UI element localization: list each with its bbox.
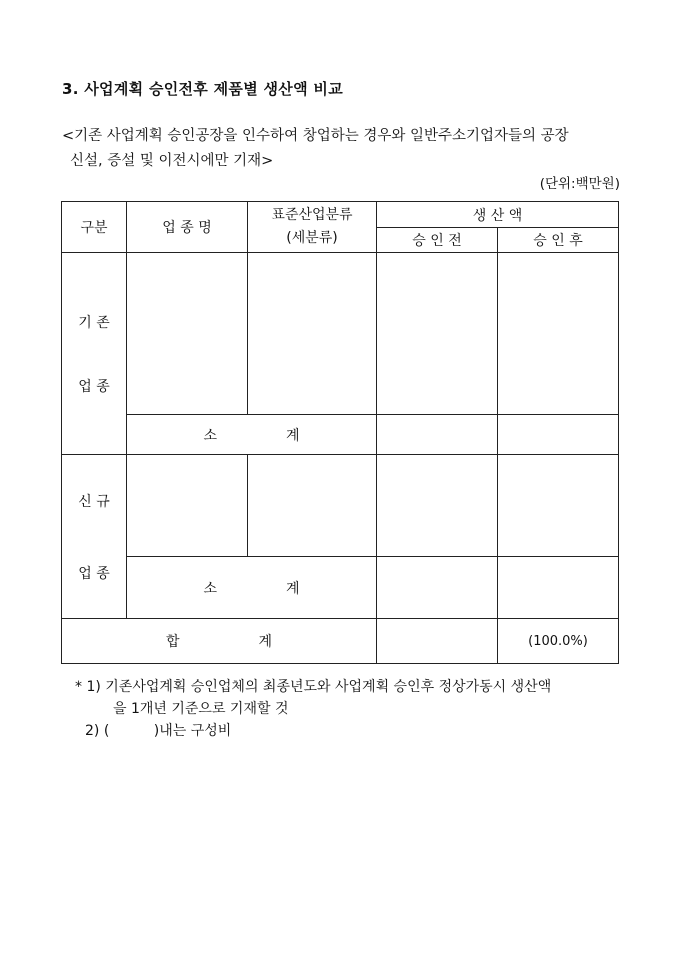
existing-subtotal-label bbox=[127, 415, 377, 455]
existing-subtotal-after bbox=[498, 415, 619, 455]
header-standard-class bbox=[248, 202, 377, 253]
production-comparison-table bbox=[61, 201, 619, 664]
existing-label-bottom: 업 종 bbox=[78, 378, 110, 395]
new-subtotal-label bbox=[127, 557, 377, 619]
total-before-cell bbox=[377, 619, 498, 664]
total-label-b: 계 bbox=[258, 634, 272, 650]
instruction-line-2: 신설, 증설 및 이전시에만 기재> bbox=[70, 153, 274, 169]
existing-after-cell bbox=[498, 253, 619, 415]
new-subtotal-a: 소 bbox=[203, 580, 218, 597]
existing-subtotal-a: 소 bbox=[203, 427, 218, 444]
total-after-cell: (100.0%) bbox=[498, 619, 619, 664]
existing-subtotal-b: 계 bbox=[285, 427, 300, 444]
total-label bbox=[62, 619, 377, 664]
existing-subtotal-before bbox=[377, 415, 498, 455]
existing-label-top: 기 존 bbox=[78, 314, 110, 331]
instruction-line-1: <기존 사업계획 승인공장을 인수하여 창업하는 경우와 일반주소기업자들의 공장 bbox=[62, 128, 569, 144]
new-industry-name-cell bbox=[127, 455, 248, 557]
header-category: 구분 bbox=[62, 202, 127, 253]
unit-label: (단위:백만원) bbox=[539, 176, 620, 192]
header-industry-name: 업 종 명 bbox=[127, 202, 248, 253]
footnote-1-line-1: * 1) 기존사업계획 승인업체의 최종년도와 사업계획 승인후 정상가동시 생산액 bbox=[75, 679, 552, 695]
footnote-1-line-2: 을 1개년 기준으로 기재할 것 bbox=[113, 701, 289, 717]
new-industry-label bbox=[62, 455, 127, 619]
existing-standard-class-cell bbox=[248, 253, 377, 415]
footnotes bbox=[75, 676, 551, 742]
new-before-cell bbox=[377, 455, 498, 557]
new-after-cell bbox=[498, 455, 619, 557]
header-before-approval: 승 인 전 bbox=[377, 228, 498, 253]
existing-before-cell bbox=[377, 253, 498, 415]
section-title: 3. 사업계획 승인전후 제품별 생산액 비교 bbox=[62, 80, 343, 98]
existing-industry-name-cell bbox=[127, 253, 248, 415]
header-standard-class-line1: 표준산업분류 bbox=[271, 207, 353, 223]
new-subtotal-b: 계 bbox=[285, 580, 300, 597]
total-label-a: 합 bbox=[166, 634, 180, 650]
new-subtotal-after bbox=[498, 557, 619, 619]
new-label-bottom: 업 종 bbox=[78, 565, 110, 582]
header-standard-class-line2: (세분류) bbox=[286, 230, 338, 246]
header-production: 생 산 액 bbox=[377, 202, 619, 228]
header-after-approval: 승 인 후 bbox=[498, 228, 619, 253]
new-label-top: 신 규 bbox=[78, 493, 110, 510]
instruction-note bbox=[62, 124, 622, 174]
existing-industry-label bbox=[62, 253, 127, 455]
footnote-2: 2) ( )내는 구성비 bbox=[85, 723, 232, 739]
new-subtotal-before bbox=[377, 557, 498, 619]
new-standard-class-cell bbox=[248, 455, 377, 557]
